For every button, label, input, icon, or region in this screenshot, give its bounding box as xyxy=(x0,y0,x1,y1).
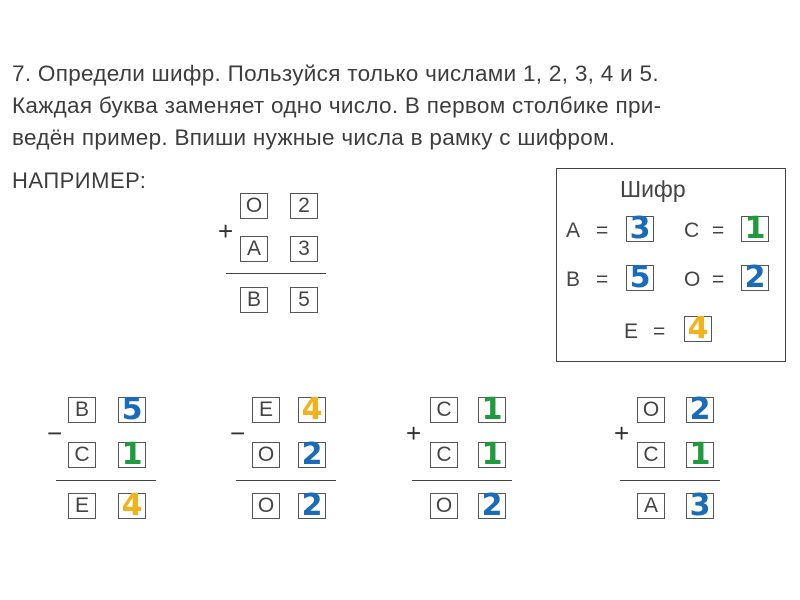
letter-box: С xyxy=(430,442,458,468)
letter-box: С xyxy=(637,442,665,468)
plus-sign: + xyxy=(218,216,234,246)
letter-box: Е xyxy=(68,493,96,519)
example-label: НАПРИМЕР: xyxy=(12,168,147,193)
letter-box: О xyxy=(252,442,280,468)
cipher-value: 1 xyxy=(744,211,766,246)
cipher-value: 2 xyxy=(744,260,766,295)
equals-sign: = xyxy=(712,268,725,291)
letter-box: С xyxy=(430,397,458,423)
letter-box: Е xyxy=(252,397,280,423)
answer-digit: 2 xyxy=(301,488,323,523)
cipher-letter: О xyxy=(684,268,701,291)
cipher-letter: В xyxy=(566,268,581,291)
letter-box: А xyxy=(637,493,665,519)
cipher-letter: Е xyxy=(624,320,639,343)
equals-sign: = xyxy=(596,268,609,291)
letter-box: В xyxy=(68,397,96,423)
task-line-1: 7. Определи шифр. Пользуйся только числами 1, 2, 3, 4 и 5. xyxy=(12,61,659,86)
answer-digit: 2 xyxy=(481,488,503,523)
minus-sign: − xyxy=(47,418,63,448)
result-line xyxy=(56,480,156,481)
answer-digit: 1 xyxy=(121,437,143,472)
answer-digit: 1 xyxy=(481,437,503,472)
plus-sign: + xyxy=(406,418,422,448)
answer-digit: 1 xyxy=(481,392,503,427)
result-line xyxy=(236,480,336,481)
answer-digit: 3 xyxy=(689,488,711,523)
example-letter-box: О xyxy=(240,193,268,219)
cipher-letter: А xyxy=(566,219,581,242)
equals-sign: = xyxy=(712,219,725,242)
letter-box: О xyxy=(637,397,665,423)
letter-box: О xyxy=(430,493,458,519)
answer-digit: 4 xyxy=(121,488,143,523)
cipher-value: 4 xyxy=(687,311,709,346)
result-line xyxy=(412,480,512,481)
result-line xyxy=(620,480,720,481)
example-letter-box: А xyxy=(240,236,268,262)
answer-digit: 1 xyxy=(689,437,711,472)
answer-digit: 4 xyxy=(301,392,323,427)
equals-sign: = xyxy=(596,219,609,242)
example-letter-box: В xyxy=(240,287,268,313)
answer-digit: 5 xyxy=(121,392,143,427)
task-text xyxy=(12,58,792,154)
answer-digit: 2 xyxy=(689,392,711,427)
minus-sign: − xyxy=(230,418,246,448)
cipher-value: 3 xyxy=(629,211,651,246)
cipher-letter: С xyxy=(684,219,700,242)
letter-box: О xyxy=(252,493,280,519)
example-number-box: 5 xyxy=(290,287,318,313)
example-number-box: 2 xyxy=(290,193,318,219)
plus-sign: + xyxy=(614,418,630,448)
answer-digit: 2 xyxy=(301,437,323,472)
equals-sign: = xyxy=(653,320,666,343)
letter-box: С xyxy=(68,442,96,468)
sum-line xyxy=(226,273,326,274)
cipher-title: Шифр xyxy=(620,176,686,202)
cipher-value: 5 xyxy=(629,260,651,295)
task-line-3: ведён пример. Впиши нужные числа в рамку с шифром. xyxy=(12,125,616,150)
example-number-box: 3 xyxy=(290,236,318,262)
task-line-2: Каждая буква заменяет одно число. В первом столбике при- xyxy=(12,93,662,118)
